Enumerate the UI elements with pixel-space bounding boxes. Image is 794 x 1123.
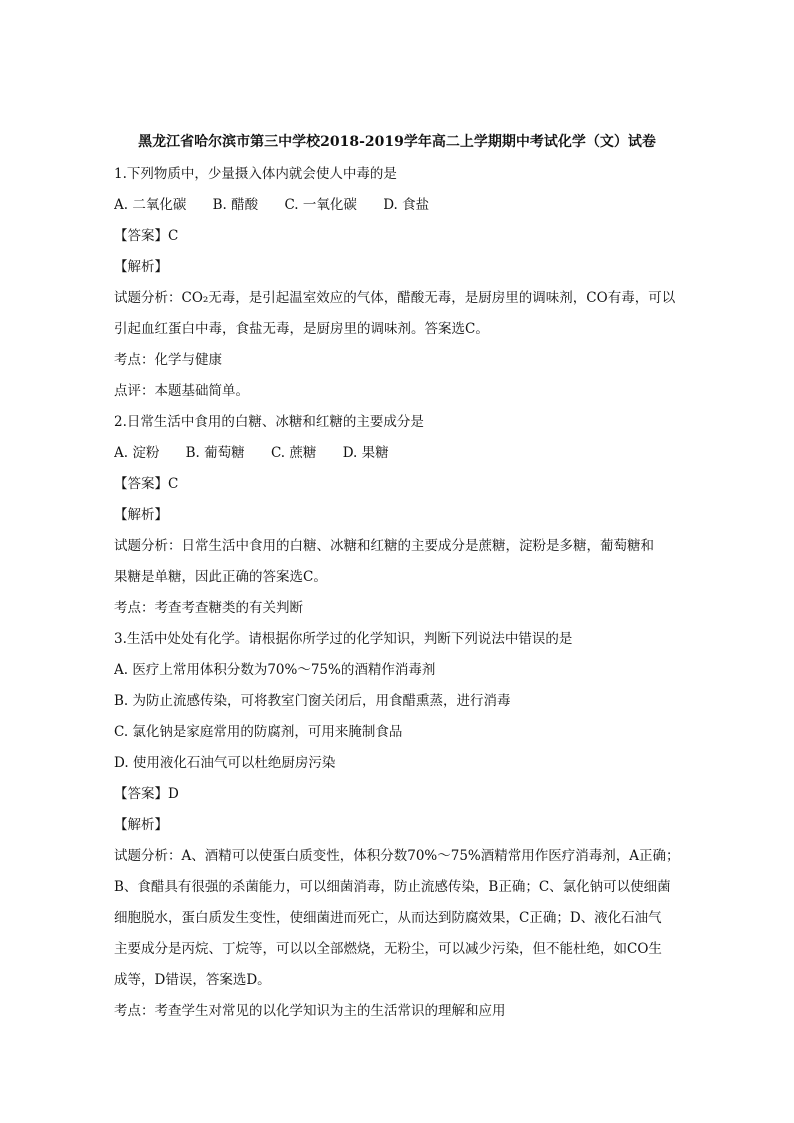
question-3-answer: 【答案】D <box>114 786 179 802</box>
question-3-analysis-line: 试题分析：A、酒精可以使蛋白质变性，体积分数70%～75%酒精常用作医疗消毒剂，A正确； <box>114 848 680 864</box>
question-1-stem: 1.下列物质中，少量摄入体内就会使人中毒的是 <box>114 166 397 182</box>
question-2-option-d: D. 果糖 <box>342 445 389 461</box>
question-1-option-d: D. 食盐 <box>383 197 430 213</box>
question-3-stem: 3.生活中处处有化学。请根据你所学过的化学知识，判断下列说法中错误的是 <box>114 631 573 647</box>
question-3-option-b: B. 为防止流感传染，可将教室门窗关闭后，用食醋熏蒸，进行消毒 <box>114 693 511 709</box>
question-3-option-c: C. 氯化钠是家庭常用的防腐剂，可用来腌制食品 <box>114 724 403 740</box>
question-2-answer: 【答案】C <box>114 476 179 492</box>
question-3-analysis-line: 成等，D错误，答案选D。 <box>114 972 271 988</box>
question-1-option-a: A. 二氧化碳 <box>114 197 187 213</box>
question-3-analysis-line: B、食醋具有很强的杀菌能力，可以细菌消毒，防止流感传染，B正确；C、氯化钠可以使细菌 <box>114 879 671 895</box>
question-1-answer: 【答案】C <box>114 228 179 244</box>
document-body <box>114 159 684 1027</box>
question-1-option-b: B. 醋酸 <box>212 197 259 213</box>
question-1-options <box>114 190 684 221</box>
document-title: 黑龙江省哈尔滨市第三中学校2018-2019学年高二上学期期中考试化学（文）试卷 <box>138 134 656 150</box>
question-1-point: 考点：化学与健康 <box>114 352 222 368</box>
question-1-analysis-line: 引起血红蛋白中毒，食盐无毒，是厨房里的调味剂。答案选C。 <box>114 321 489 337</box>
question-3-point: 考点：考查学生对常见的以化学知识为主的生活常识的理解和应用 <box>114 1003 506 1019</box>
question-2-option-a: A. 淀粉 <box>114 445 160 461</box>
question-3-analysis-line: 主要成分是丙烷、丁烷等，可以以全部燃烧，无粉尘，可以减少污染，但不能杜绝，如CO生 <box>114 941 662 957</box>
question-2-analysis-label: 【解析】 <box>114 507 168 523</box>
question-2-options <box>114 438 684 469</box>
question-3-option-a: A. 医疗上常用体积分数为70%～75%的酒精作消毒剂 <box>114 662 436 678</box>
question-2-point: 考点：考查考查糖类的有关判断 <box>114 600 303 616</box>
question-1-comment: 点评：本题基础简单。 <box>114 383 249 399</box>
question-3-analysis-line: 细胞脱水，蛋白质发生变性，使细菌进而死亡，从而达到防腐效果，C正确；D、液化石油气 <box>114 910 662 926</box>
question-3-option-d: D. 使用液化石油气可以杜绝厨房污染 <box>114 755 336 771</box>
question-3-analysis-label: 【解析】 <box>114 817 168 833</box>
question-1-option-c: C. 一氧化碳 <box>284 197 357 213</box>
question-1-analysis-line: 试题分析：CO₂无毒，是引起温室效应的气体，醋酸无毒，是厨房里的调味剂，CO有毒，可以 <box>114 290 676 306</box>
question-2-analysis-line: 果糖是单糖，因此正确的答案选C。 <box>114 569 327 585</box>
question-2-analysis-line: 试题分析：日常生活中食用的白糖、冰糖和红糖的主要成分是蔗糖，淀粉是多糖，葡萄糖和 <box>114 538 654 554</box>
question-2-stem: 2.日常生活中食用的白糖、冰糖和红糖的主要成分是 <box>114 414 424 430</box>
question-2-option-c: C. 蔗糖 <box>270 445 317 461</box>
question-1-analysis-label: 【解析】 <box>114 259 168 275</box>
question-2-option-b: B. 葡萄糖 <box>185 445 245 461</box>
